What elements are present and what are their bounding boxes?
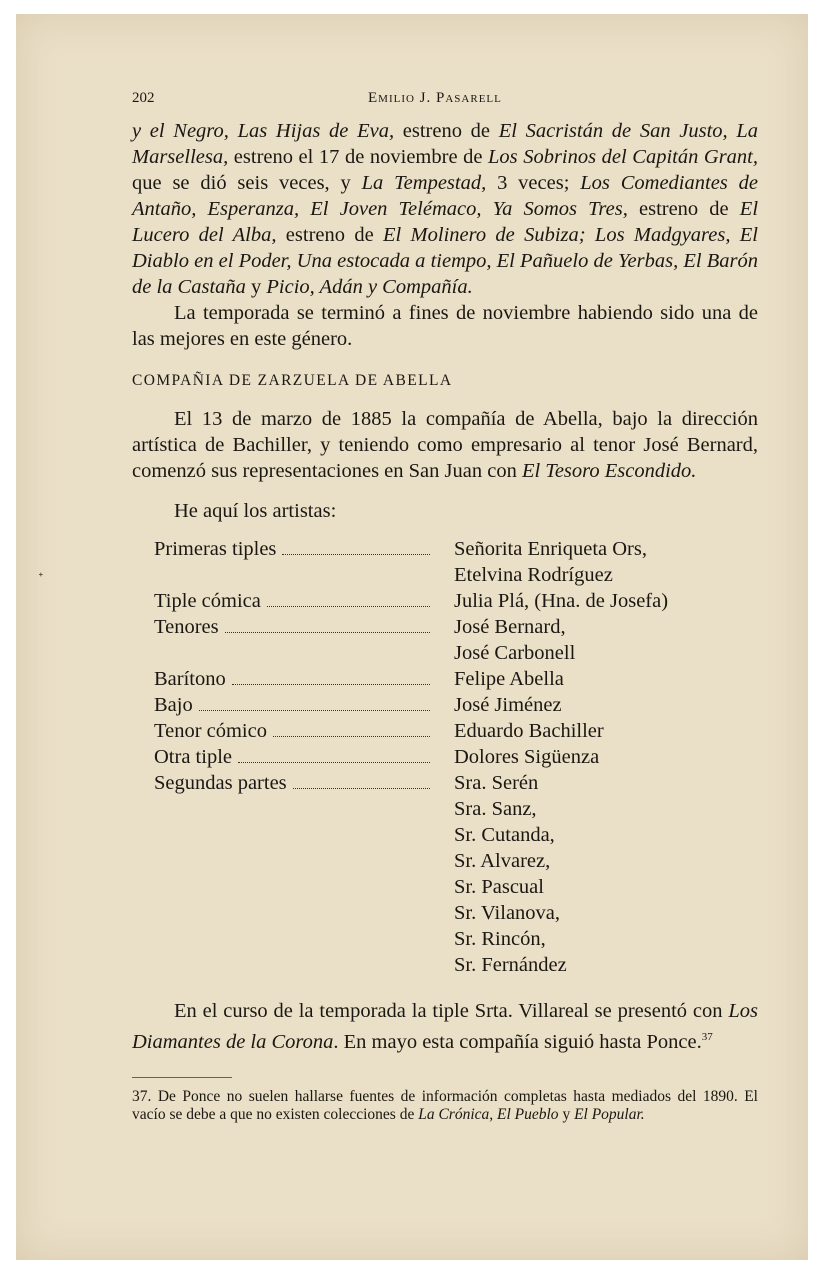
- cast-role: Tiple cómica: [154, 590, 261, 612]
- cast-role: Primeras tiples: [154, 538, 277, 560]
- cast-name: José Bernard,: [454, 616, 566, 638]
- cast-role-cell: [154, 692, 454, 718]
- paragraph-3: [132, 406, 758, 484]
- newspaper-title: El Popular.: [574, 1105, 645, 1123]
- cast-name: Sr. Alvarez,: [454, 850, 551, 872]
- dot-leader: [199, 710, 430, 711]
- cast-role: Segundas partes: [154, 772, 287, 794]
- text-segment: 37. De Ponce no suelen hallarse fuentes de información completas hasta mediados del 1890. El vacío se debe a que no existen colecciones de: [132, 1087, 758, 1123]
- cast-row: [154, 796, 668, 822]
- cast-role-cell: [154, 848, 454, 874]
- cast-row: [154, 770, 668, 796]
- text-segment: El Sacristán de San Justo, La Marsellesa,: [132, 120, 759, 168]
- cast-role-cell: [154, 640, 454, 666]
- cast-name: Felipe Abella: [454, 668, 564, 690]
- cast-role-cell: [154, 614, 454, 640]
- page-content: [132, 90, 758, 1124]
- text-segment: La Tempestad,: [361, 172, 487, 194]
- cast-row: [154, 952, 668, 978]
- cast-name: Julia Plá, (Hna. de Josefa): [454, 590, 669, 612]
- cast-role: Otra tiple: [154, 746, 232, 768]
- text-segment: que se dió seis veces, y: [132, 172, 362, 194]
- role-leader: [154, 744, 432, 770]
- cast-row: [154, 640, 668, 666]
- cast-role-cell: [154, 900, 454, 926]
- cast-name: Eduardo Bachiller: [454, 720, 604, 742]
- paragraph-2: La temporada se terminó a fines de noviembre habiendo sido una de las mejores en este género.: [132, 302, 758, 350]
- dot-leader: [232, 684, 430, 685]
- cast-intro: He aquí los artistas:: [174, 500, 337, 522]
- cast-name: Sra. Sanz,: [454, 798, 537, 820]
- cast-name: Señorita Enriqueta Ors,: [454, 538, 647, 560]
- cast-role-cell: [154, 822, 454, 848]
- paragraph-4: [132, 998, 758, 1055]
- footnote: [132, 1088, 758, 1124]
- play-title: Los Diamantes de la Corona: [132, 1000, 758, 1053]
- role-leader: [154, 588, 432, 614]
- cast-row: [154, 536, 668, 562]
- role-leader: [154, 770, 432, 796]
- role-leader: [154, 692, 432, 718]
- cast-role: Barítono: [154, 668, 226, 690]
- margin-mark: ᐩ: [38, 571, 44, 586]
- cast-row: [154, 718, 668, 744]
- role-leader: [154, 614, 432, 640]
- cast-name: Dolores Sigüenza: [454, 746, 600, 768]
- cast-name: Sr. Rincón,: [454, 928, 546, 950]
- dot-leader: [293, 788, 430, 789]
- cast-role-cell: [154, 666, 454, 692]
- role-leader: [154, 666, 432, 692]
- footnote-rule: [132, 1077, 232, 1078]
- cast-role: Tenores: [154, 616, 219, 638]
- running-header: [132, 90, 758, 118]
- cast-name: Sr. Cutanda,: [454, 824, 555, 846]
- text-segment: En el curso de la temporada la tiple Srta. Villareal se presentó con: [174, 1000, 729, 1022]
- cast-name: Sr. Pascual: [454, 876, 544, 898]
- newspaper-titles: La Crónica, El Pueblo: [418, 1105, 559, 1123]
- cast-row: [154, 666, 668, 692]
- cast-role-cell: [154, 718, 454, 744]
- cast-role-cell: [154, 536, 454, 562]
- cast-row: [154, 900, 668, 926]
- cast-role-cell: [154, 926, 454, 952]
- dot-leader: [225, 632, 430, 633]
- cast-name: Sr. Vilanova,: [454, 902, 561, 924]
- running-title: Emilio J. Pasarell: [368, 90, 502, 106]
- cast-role-cell: [154, 874, 454, 900]
- text-segment: 3 veces;: [486, 172, 581, 194]
- cast-name: Etelvina Rodríguez: [454, 564, 613, 586]
- text-segment: Los Sobrinos del Capitán Grant,: [488, 146, 758, 168]
- cast-row: [154, 822, 668, 848]
- cast-role-cell: [154, 562, 454, 588]
- text-segment: y: [245, 276, 267, 298]
- text-segment: y: [558, 1105, 575, 1123]
- text-segment: estreno el 17 de noviembre de: [228, 146, 489, 168]
- cast-name: Sr. Fernández: [454, 954, 567, 976]
- cast-role: Bajo: [154, 694, 193, 716]
- cast-row: [154, 588, 668, 614]
- text-segment: El Lucero del Alba,: [132, 198, 759, 246]
- cast-row: [154, 692, 668, 718]
- play-title: El Tesoro Escondido.: [521, 460, 697, 482]
- dot-leader: [273, 736, 430, 737]
- cast-row: [154, 744, 668, 770]
- cast-role-cell: [154, 952, 454, 978]
- cast-row: [154, 562, 668, 588]
- section-heading: COMPAÑIA DE ZARZUELA DE ABELLA: [132, 372, 453, 389]
- text-segment: Picio, Adán y Compañía.: [266, 276, 473, 298]
- cast-row: [154, 926, 668, 952]
- footnote-reference: 37: [701, 1031, 713, 1043]
- cast-role-cell: [154, 796, 454, 822]
- text-segment: El Molinero de Subiza; Los Madgyares, El Diablo en el Poder, Una estocada a tiempo, El Pañuelo de Yerbas, El Barón de la Castaña: [132, 224, 759, 298]
- text-segment: El 13 de marzo de 1885 la compañía de Abella, bajo la dirección artística de Bachiller, y teniendo como empresario al tenor José Bernard, comenzó sus representaciones en San Juan con: [132, 408, 758, 482]
- text-segment: estreno de: [627, 198, 740, 220]
- cast-role: Tenor cómico: [154, 720, 267, 742]
- dot-leader: [267, 606, 430, 607]
- role-leader: [154, 718, 432, 744]
- page-number: 202: [132, 90, 155, 106]
- cast-role-cell: [154, 744, 454, 770]
- text-segment: y el Negro, Las Hijas de Eva,: [132, 120, 395, 142]
- cast-role-cell: [154, 588, 454, 614]
- dot-leader: [282, 554, 430, 555]
- cast-name: José Carbonell: [454, 642, 576, 664]
- cast-row: [154, 614, 668, 640]
- dot-leader: [238, 762, 430, 763]
- role-leader: [154, 536, 432, 562]
- cast-row: [154, 848, 668, 874]
- cast-role-cell: [154, 770, 454, 796]
- paragraph-1: [132, 118, 758, 300]
- cast-name: Sra. Serén: [454, 772, 539, 794]
- cast-list: [154, 536, 668, 978]
- text-segment: estreno de: [276, 224, 384, 246]
- text-segment: Los Comediantes de Antaño, Esperanza, El Joven Telémaco, Ya Somos Tres,: [132, 172, 758, 220]
- cast-row: [154, 874, 668, 900]
- cast-name: José Jiménez: [454, 694, 562, 716]
- book-page: [16, 14, 808, 1260]
- text-segment: . En mayo esta compañía siguió hasta Ponce.: [333, 1030, 702, 1053]
- text-segment: estreno de: [394, 120, 499, 142]
